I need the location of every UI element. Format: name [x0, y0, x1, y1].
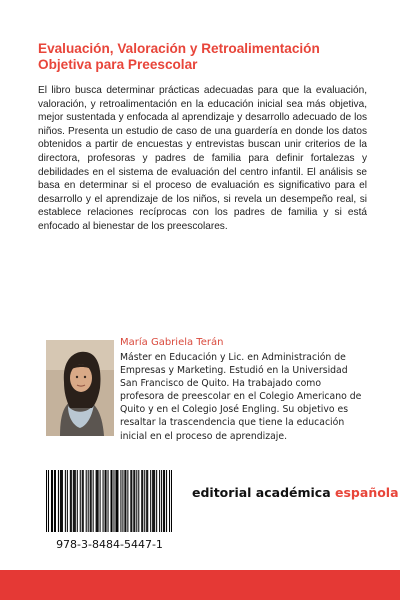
barcode-bar: [141, 470, 142, 532]
barcode-area: [38, 462, 181, 562]
barcode-bar: [86, 470, 87, 532]
description-line: valoración, y retroalimentación en la educación inicial sea más objetiva,: [38, 98, 367, 110]
book-title: [38, 41, 368, 73]
bio-line: Quito y en el Colegio José Engling. Su objetivo es: [120, 404, 349, 416]
barcode-bar: [111, 470, 112, 532]
barcode-bar: [169, 470, 170, 532]
author-portrait-illustration: [46, 340, 114, 436]
bio-line: profesora de preescolar en el Colegio Americano de: [120, 391, 362, 403]
barcode-bar: [96, 470, 97, 532]
barcode-bar: [46, 470, 47, 532]
barcode-bar: [144, 470, 145, 532]
barcode-bar: [67, 470, 68, 532]
barcode-bar: [75, 470, 76, 532]
barcode-bar: [124, 470, 125, 532]
barcode-bar: [93, 470, 94, 532]
barcode-bar: [73, 470, 74, 532]
barcode-bar: [147, 470, 148, 532]
barcode-bar: [113, 470, 114, 532]
description-line: niños. Presenta un estudio de caso de una guardería en donde los datos: [38, 125, 367, 137]
barcode-bar: [166, 470, 167, 532]
barcode-bar: [108, 470, 109, 532]
barcode-bar: [133, 470, 134, 532]
barcode-bar: [98, 470, 99, 532]
barcode-bar: [83, 470, 84, 532]
barcode-bar: [61, 470, 62, 532]
barcode-bar: [77, 470, 78, 532]
barcode-bar: [65, 470, 66, 532]
book-title-line: Objetiva para Preescolar: [38, 57, 198, 72]
barcode-bar: [70, 470, 71, 532]
barcode-bar: [54, 470, 55, 532]
isbn-number: 978-3-8484-5447-1: [56, 538, 163, 551]
barcode-bar: [51, 470, 52, 532]
barcode-bar: [58, 470, 59, 532]
description-line: obtenidos a partir de encuestas y entrevistas buscan unir criterios de la: [38, 139, 367, 151]
barcode-bar: [115, 470, 116, 532]
barcode-bar: [130, 470, 131, 532]
barcode-bar: [136, 470, 137, 532]
barcode-bar: [134, 470, 135, 532]
publisher-logo: [192, 485, 399, 500]
barcode-bar: [161, 470, 162, 532]
description-line: mejor sustentada y enfocada al aprendizaje y desarrollo adecuado de los: [38, 112, 367, 124]
publisher-name-accent: española: [335, 485, 399, 500]
barcode-bar: [71, 470, 72, 532]
bio-line: Máster en Educación y Lic. en Administración de: [120, 352, 346, 363]
book-description: [38, 84, 367, 234]
barcode-bar: [171, 470, 172, 532]
barcode-bar: [55, 470, 56, 532]
barcode-bar: [110, 470, 111, 532]
bio-line: inicial en el proceso de aprendizaje.: [120, 430, 288, 442]
barcode-bar: [125, 470, 126, 532]
barcode-bar: [116, 470, 117, 532]
barcode-bar: [106, 470, 107, 532]
barcode-bar: [164, 470, 165, 532]
barcode-bar: [150, 470, 151, 532]
barcode-bar: [97, 470, 98, 532]
barcode-bar: [122, 470, 123, 532]
bottom-color-band: [0, 570, 400, 600]
description-line: basa en determinar si el proceso de evaluación es significativo para el: [38, 180, 367, 192]
barcode-bar: [152, 470, 153, 532]
description-line: desarrollo y el aprendizaje de los niños, si revela un desempeño real, si: [38, 193, 367, 205]
barcode-bar: [146, 470, 147, 532]
description-line: debilidades en el sistema de evaluación del centro infantil. El análisis se: [38, 166, 367, 178]
barcode-bar: [120, 470, 121, 532]
barcode-image: [46, 470, 172, 532]
barcode-bar: [138, 470, 139, 532]
author-bio: [120, 351, 372, 443]
bio-line: San Francisco de Quito. Ha trabajado como: [120, 378, 322, 390]
barcode-bar: [156, 470, 157, 532]
barcode-bar: [154, 470, 155, 532]
barcode-bar: [159, 470, 160, 532]
author-name: María Gabriela Terán: [120, 337, 224, 348]
book-title-line: Evaluación, Valoración y Retroalimentación: [38, 41, 320, 56]
barcode-bar: [103, 470, 104, 532]
barcode-bar: [153, 470, 154, 532]
description-line: enfocado al bienestar de los preescolares.: [38, 220, 228, 232]
barcode-bar: [88, 470, 89, 532]
barcode-bar: [60, 470, 61, 532]
barcode-bar: [48, 470, 49, 532]
description-line: establece relaciones recíprocas con los padres de familia y si está: [38, 207, 367, 219]
barcode-bar: [52, 470, 53, 532]
publisher-name: editorial académica: [192, 485, 331, 500]
barcode-bar: [127, 470, 128, 532]
barcode-bar: [80, 470, 81, 532]
author-photo: [46, 340, 114, 436]
description-line: El libro busca determinar prácticas adecuadas para que la evaluación,: [38, 85, 367, 96]
barcode-bar: [62, 470, 63, 532]
bio-line: Empresas y Marketing. Estudió en la Universidad: [120, 365, 348, 377]
barcode-bar: [82, 470, 83, 532]
barcode-bar: [117, 470, 118, 532]
barcode-bar: [91, 470, 92, 532]
barcode-bar: [74, 470, 75, 532]
barcode-bar: [131, 470, 132, 532]
barcode-bar: [105, 470, 106, 532]
barcode-bar: [100, 470, 101, 532]
bio-line: resaltar la trascendencia que tiene la educación: [120, 417, 345, 429]
barcode-bar: [90, 470, 91, 532]
barcode-bar: [142, 470, 143, 532]
barcode-bar: [163, 470, 164, 532]
description-line: directora, profesoras y padres de familia para definir fortalezas y: [38, 152, 367, 164]
